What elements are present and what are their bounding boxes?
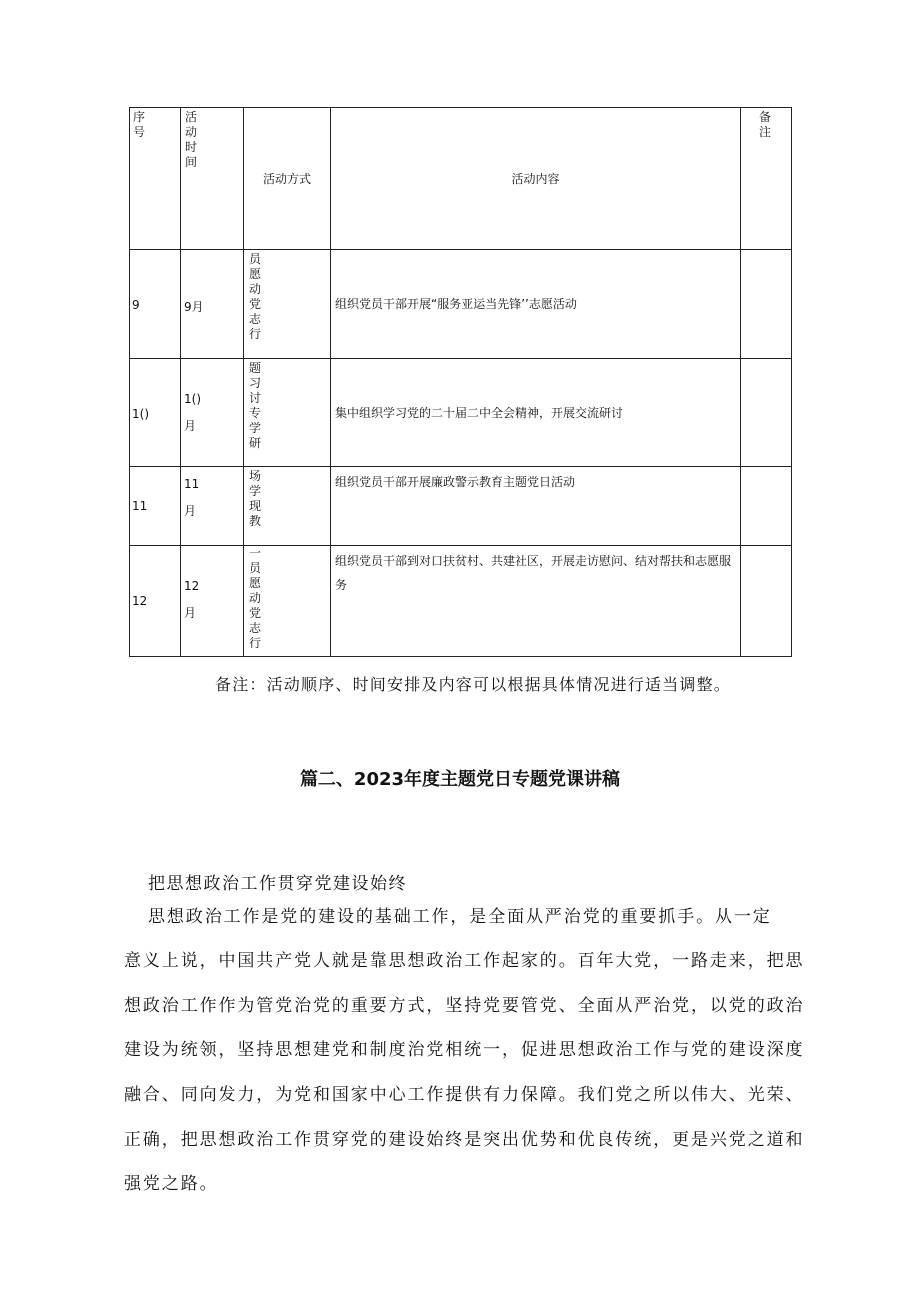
row-seq: 9 bbox=[130, 250, 181, 359]
row-method: 员愿动党志行 bbox=[244, 250, 331, 359]
article-subtitle: 把思想政治工作贯穿党建设始终 bbox=[148, 874, 407, 894]
header-method: 活动方式 bbox=[244, 108, 331, 250]
row-seq: 1() bbox=[130, 359, 181, 467]
table-row bbox=[130, 250, 792, 359]
row-time: 11 月 bbox=[181, 467, 244, 546]
header-time: 活动时间 bbox=[181, 108, 244, 250]
row-content: 集中组织学习党的二十届二中全会精神，开展交流研讨 bbox=[331, 359, 741, 467]
row-method: 一员愿动党志行 bbox=[244, 546, 331, 657]
table-header-row bbox=[130, 108, 792, 250]
table-row bbox=[130, 467, 792, 546]
row-content: 组织党员干部开展“服务亚运当先锋’’志愿活动 bbox=[331, 250, 741, 359]
row-remark bbox=[741, 359, 792, 467]
row-method: 场学现教 bbox=[244, 467, 331, 546]
row-remark bbox=[741, 546, 792, 657]
paragraph-line: 融合、同向发力，为党和国家中心工作提供有力保障。我们党之所以伟大、光荣、 bbox=[124, 1085, 805, 1105]
row-remark bbox=[741, 250, 792, 359]
row-content: 组织党员干部到对口扶贫村、共建社区，开展走访慰问、结对帮扶和志愿服务 bbox=[331, 546, 741, 657]
row-remark bbox=[741, 467, 792, 546]
paragraph-line: 意义上说，中国共产党人就是靠思想政治工作起家的。百年大党，一路走来，把思 bbox=[124, 951, 805, 971]
paragraph-line: 思想政治工作是党的建设的基础工作，是全面从严治党的重要抓手。从一定 bbox=[148, 907, 772, 927]
row-content: 组织党员干部开展廉政警示教育主题党日活动 bbox=[331, 467, 741, 546]
section-title: 篇二、2023年度主题党日专题党课讲稿 bbox=[299, 769, 621, 790]
row-time: 12 月 bbox=[181, 546, 244, 657]
table-row bbox=[130, 359, 792, 467]
header-remark: 备注 bbox=[741, 108, 792, 250]
row-seq: 11 bbox=[130, 467, 181, 546]
paragraph-line: 正确，把思想政治工作贯穿党的建设始终是突出优势和优良传统，更是兴党之道和 bbox=[124, 1130, 805, 1150]
paragraph-line: 强党之路。 bbox=[124, 1174, 219, 1194]
paragraph-line: 建设为统领，坚持思想建党和制度治党相统一，促进思想政治工作与党的建设深度 bbox=[124, 1040, 805, 1060]
table-row bbox=[130, 546, 792, 657]
paragraph-line: 想政治工作作为管党治党的重要方式，坚持党要管党、全面从严治党，以党的政治 bbox=[124, 996, 805, 1016]
header-content: 活动内容 bbox=[331, 108, 741, 250]
activity-table bbox=[129, 107, 792, 657]
row-seq: 12 bbox=[130, 546, 181, 657]
row-time: 1() 月 bbox=[181, 359, 244, 467]
table-note: 备注：活动顺序、时间安排及内容可以根据具体情况进行适当调整。 bbox=[215, 675, 732, 694]
row-method: 题习讨专学研 bbox=[244, 359, 331, 467]
header-seq: 序号 bbox=[130, 108, 181, 250]
row-time: 9月 bbox=[181, 250, 244, 359]
